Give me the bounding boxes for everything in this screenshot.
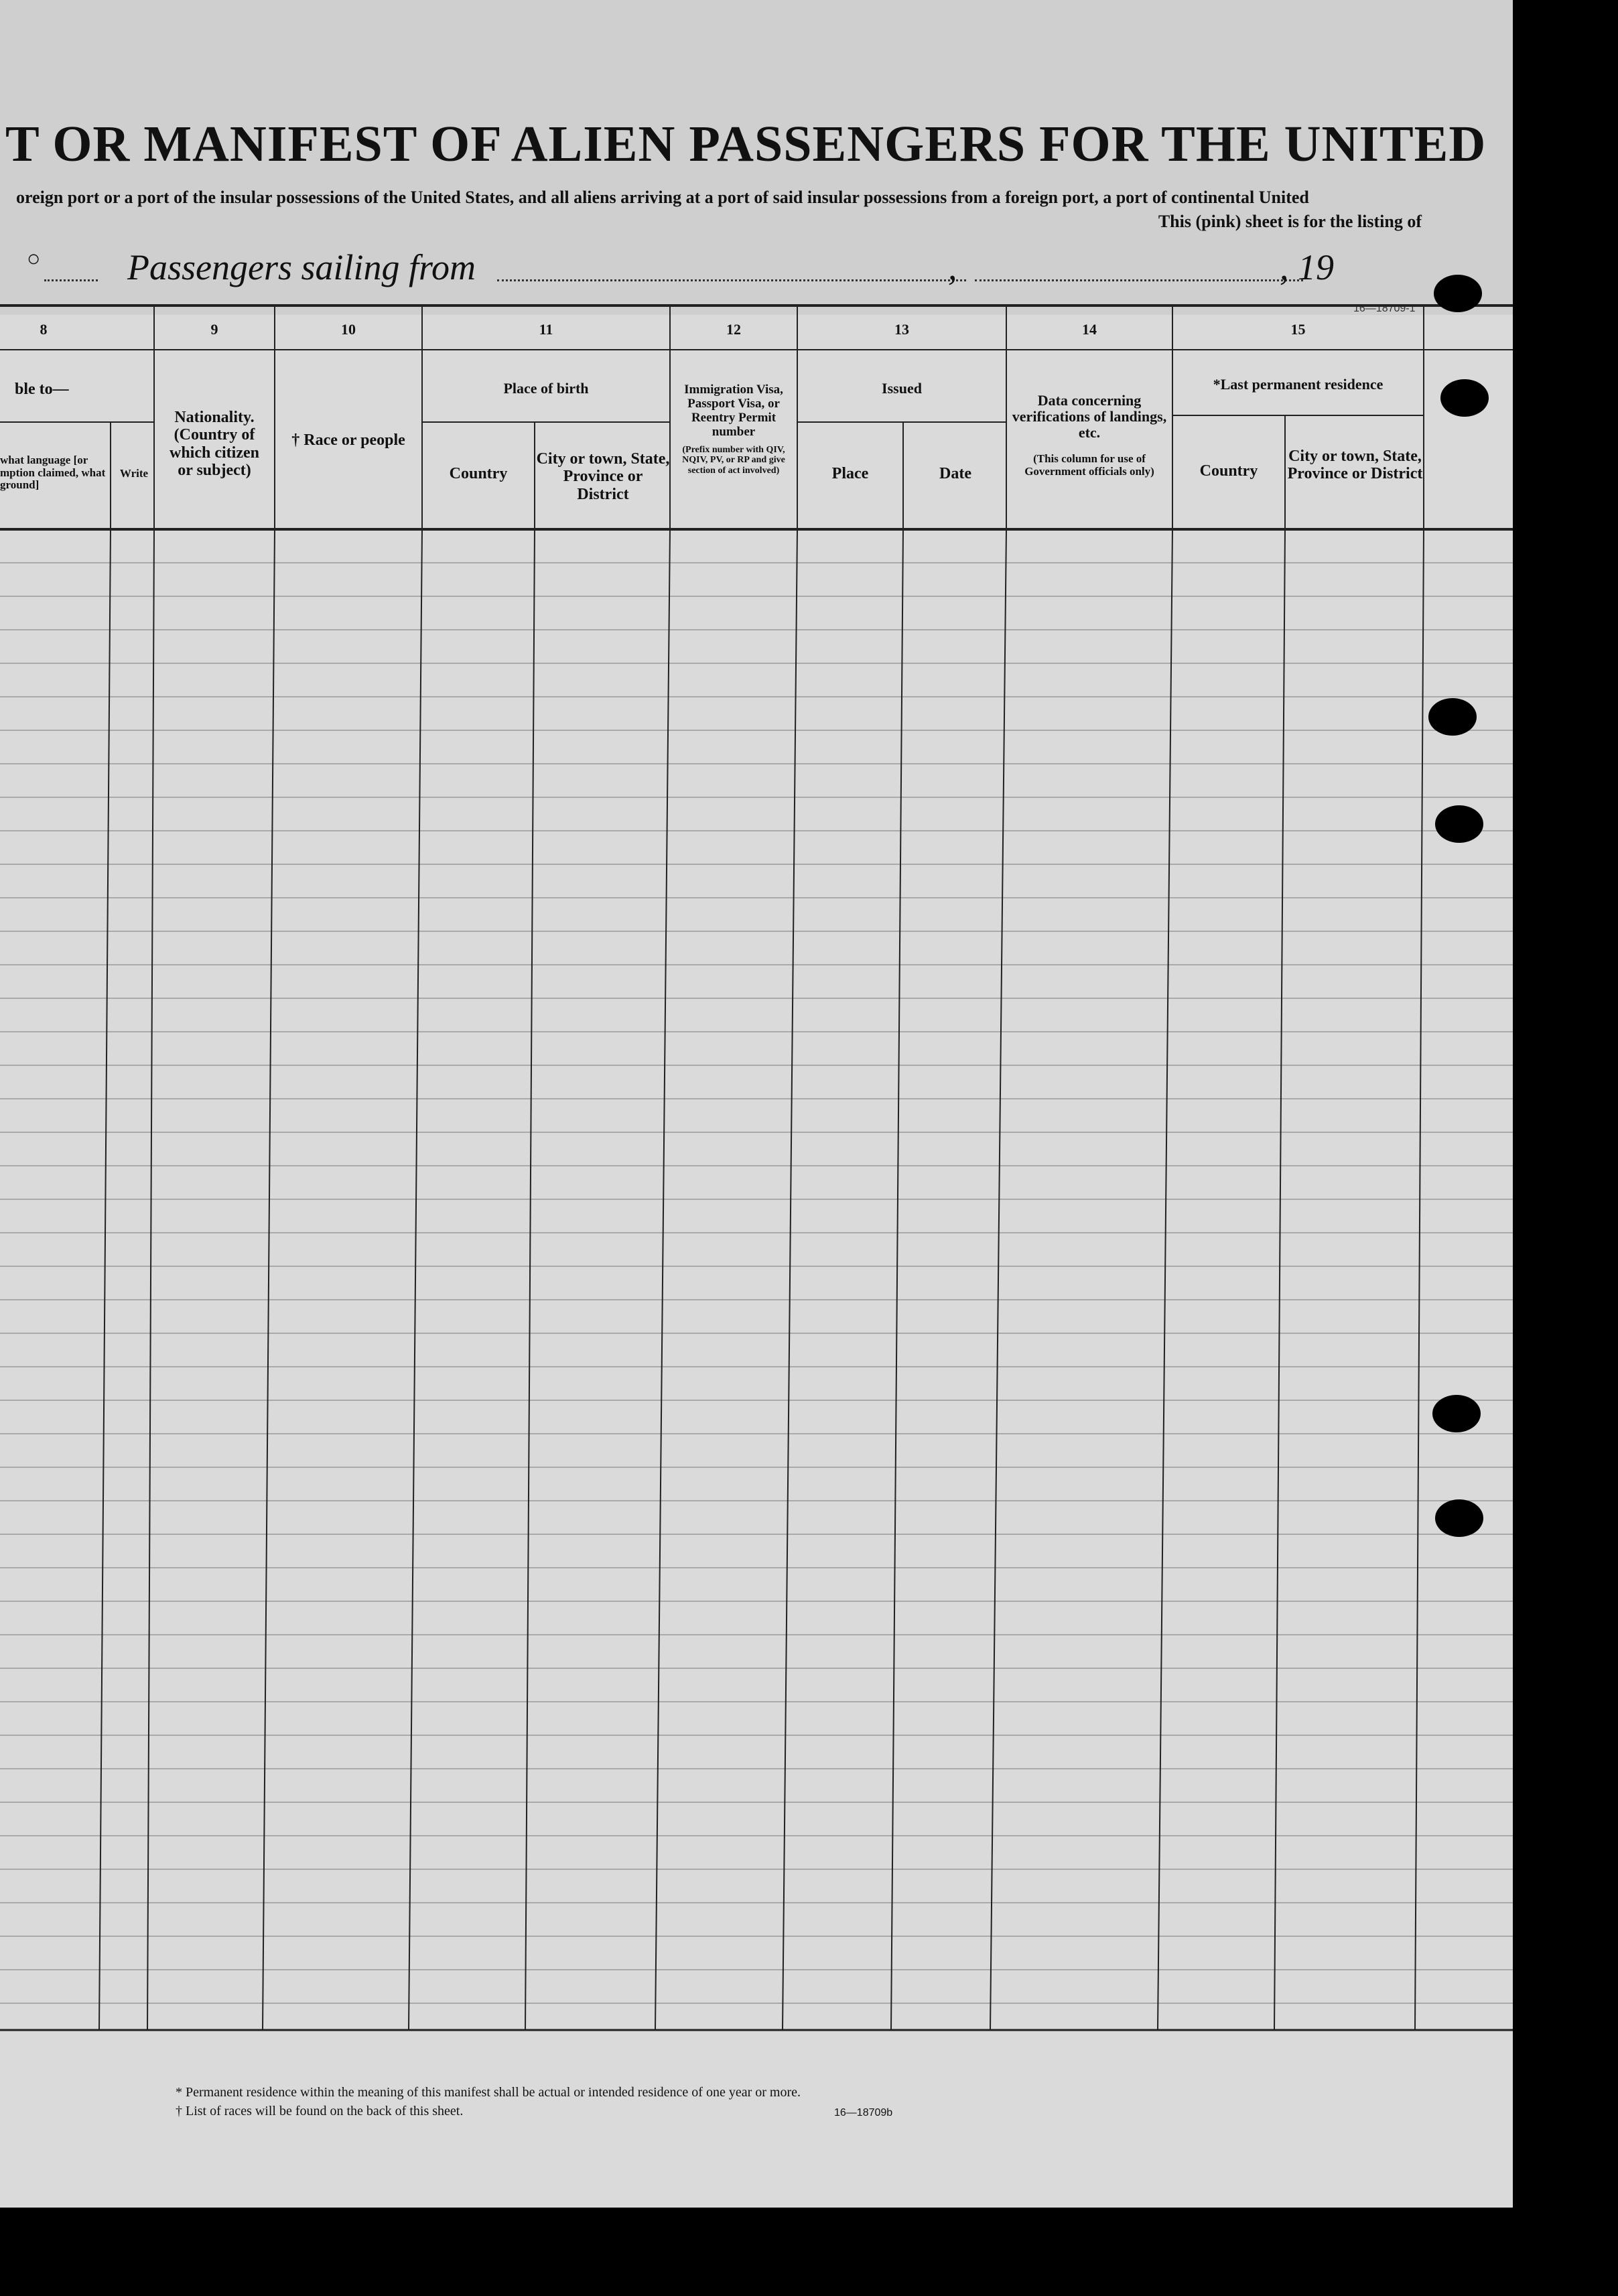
sailing-label: Passengers sailing from	[127, 247, 476, 287]
col-11-number: 11	[539, 321, 553, 338]
col-14-number: 14	[1082, 321, 1097, 338]
col-13-place: Place	[831, 465, 869, 482]
col-10-number: 10	[341, 321, 356, 338]
column-rule	[990, 529, 1006, 2030]
column-rule	[655, 529, 670, 2030]
column-rule	[1415, 529, 1424, 2030]
col-12-note: (Prefix number with QIV, NQIV, PV, or RP and give section of act involved)	[682, 445, 785, 476]
col-15-city: City or town, State, Province or District	[1287, 448, 1423, 483]
ship-mark: ○	[27, 247, 41, 271]
column-rule	[1158, 529, 1172, 2030]
col-15-country: Country	[1199, 462, 1258, 480]
punch-hole	[1428, 698, 1477, 736]
sailing-comma: ,	[948, 247, 957, 287]
col-9-nationality: Nationality. (Country of which citizen or subject)	[170, 409, 259, 480]
col-12-visa: Immigration Visa, Passport Visa, or Reentry Permit number	[684, 383, 783, 439]
col-11-city: City or town, State, Province or District	[536, 450, 670, 503]
manifest-subtitle: oreign port or a port of the insular possessions of the United States, and all aliens arriving at a port of said insular possessions from a foreign port, a port of continental United	[16, 188, 1309, 207]
col-15-number: 15	[1290, 321, 1306, 338]
column-rule	[147, 529, 154, 2030]
col-13-issued: Issued	[882, 380, 922, 397]
sailing-year: , 19	[1280, 247, 1334, 287]
col-14-data: Data concerning verifications of landings, etc.	[1012, 392, 1167, 442]
col-11-place-of-birth: Place of birth	[503, 380, 589, 397]
manifest-title: T OR MANIFEST OF ALIEN PASSENGERS FOR THE UNITED	[5, 116, 1487, 172]
col-11-country: Country	[449, 465, 508, 482]
column-rule	[263, 529, 275, 2030]
col-8-write: Write	[119, 467, 149, 480]
col-9-number: 9	[210, 321, 218, 338]
punch-hole	[1435, 805, 1483, 843]
column-rule	[99, 529, 111, 2030]
col-13-number: 13	[894, 321, 909, 338]
col-8-heading: ble to—	[15, 381, 69, 398]
col-8-number: 8	[40, 321, 48, 338]
col-15-last-residence: *Last permanent residence	[1213, 376, 1384, 393]
col-13-date: Date	[939, 465, 971, 482]
punch-hole	[1440, 379, 1489, 417]
col-12-number: 12	[726, 321, 741, 338]
column-rule	[409, 529, 422, 2030]
punch-hole	[1435, 1499, 1483, 1537]
column-rule	[525, 529, 535, 2030]
footnote-races: † List of races will be found on the back of this sheet.	[176, 2104, 464, 2118]
col-14-note: (This column for use of Government officials only)	[1024, 452, 1154, 478]
col-8-language: what language [or mption claimed, what ground]	[0, 454, 106, 492]
column-rule	[783, 529, 797, 2030]
form-code-top: 16—18709-1	[1353, 303, 1416, 314]
sheet-note: This (pink) sheet is for the listing of	[1158, 212, 1422, 231]
column-rule	[891, 529, 903, 2030]
column-rule	[1274, 529, 1285, 2030]
col-10-race: † Race or people	[291, 431, 405, 449]
form-code-bottom: 16—18709b	[834, 2107, 893, 2118]
punch-hole	[1432, 1395, 1481, 1432]
footnote-residence: * Permanent residence within the meaning of this manifest shall be actual or intended residence of one year or more.	[176, 2085, 801, 2100]
punch-hole	[1434, 275, 1482, 312]
